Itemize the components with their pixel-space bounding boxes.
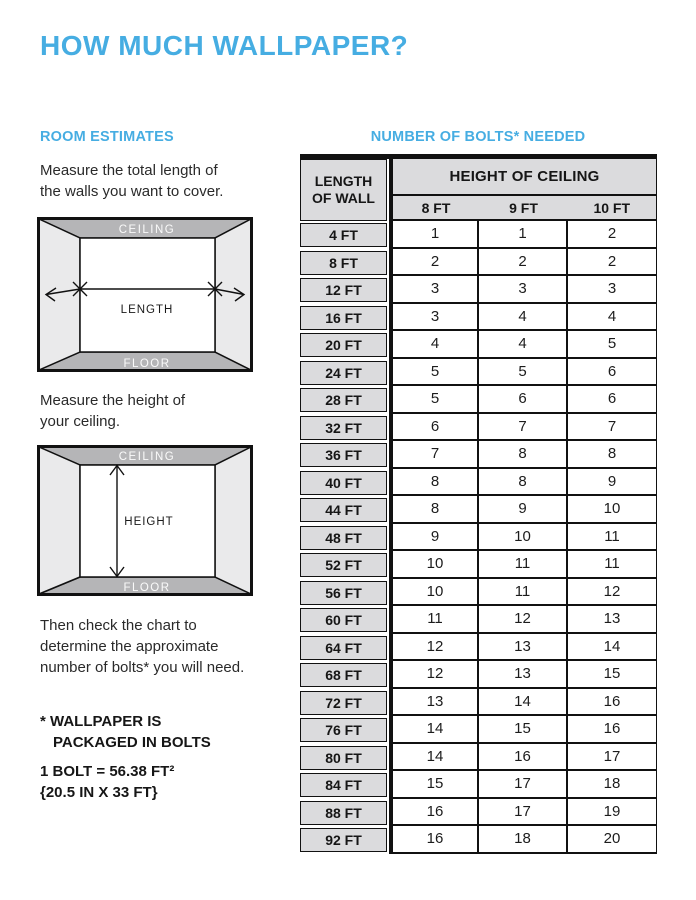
bolt-count-cell: 18 (568, 771, 657, 797)
floor-label: FLOOR (123, 358, 171, 370)
step1-instructions (40, 160, 223, 202)
column-header-8ft: 8 FT (421, 199, 451, 216)
bolt-count-cell: 10 (479, 524, 568, 550)
row-label: 4 FT (300, 223, 387, 247)
row-label: 72 FT (300, 691, 387, 715)
bolt-count-cell: 18 (479, 826, 568, 852)
corner-header-length-of-wall (300, 159, 387, 221)
room-length-diagram (37, 217, 253, 372)
step2-line1: Measure the height of (40, 392, 186, 409)
table-row (393, 414, 657, 442)
row-label: 92 FT (300, 828, 387, 852)
bolt-count-cell: 16 (479, 744, 568, 770)
table-header-area (393, 159, 657, 221)
table-row (393, 771, 657, 799)
bolt-count-cell: 6 (568, 359, 657, 385)
bolt-count-cell: 5 (393, 359, 479, 385)
table-row (393, 689, 657, 717)
table-row (393, 386, 657, 414)
column-group-header: HEIGHT OF CEILING (393, 159, 657, 196)
bolt-count-cell: 16 (393, 799, 479, 825)
step3-line2: determine the approximate (40, 638, 219, 655)
wall-length-label-column (300, 223, 387, 856)
step1-line2: the walls you want to cover. (40, 183, 224, 200)
row-label: 68 FT (300, 663, 387, 687)
bolt-count-cell: 9 (393, 524, 479, 550)
step3-line3: number of bolts* you will need. (40, 659, 245, 676)
bolt-count-cell: 8 (479, 441, 568, 467)
bolt-spec (40, 761, 174, 803)
table-row (393, 551, 657, 579)
row-label: 28 FT (300, 388, 387, 412)
bolt-count-cell: 8 (393, 469, 479, 495)
left-wall-surface (39, 447, 80, 594)
bolt-count-cell: 12 (568, 579, 657, 605)
row-label: 48 FT (300, 526, 387, 550)
bolt-count-cell: 3 (479, 276, 568, 302)
bolt-count-cell: 8 (479, 469, 568, 495)
ceiling-label: CEILING (118, 451, 176, 463)
step1-line1: Measure the total length of (40, 162, 218, 179)
row-label: 32 FT (300, 416, 387, 440)
bolt-count-cell: 12 (393, 634, 479, 660)
step2-instructions (40, 390, 185, 432)
table-row (393, 276, 657, 304)
step2-line2: your ceiling. (40, 413, 121, 430)
bolt-count-cell: 15 (393, 771, 479, 797)
row-label: 52 FT (300, 553, 387, 577)
bolt-count-cell: 14 (479, 689, 568, 715)
table-row (393, 826, 657, 854)
bolt-spec-line2: {20.5 IN X 33 FT} (40, 784, 158, 801)
bolts-footnote (40, 711, 211, 753)
bolt-count-cell: 19 (568, 799, 657, 825)
bolt-table-body (393, 221, 657, 854)
height-label: HEIGHT (124, 516, 174, 528)
table-row (393, 496, 657, 524)
bolt-count-cell: 3 (393, 304, 479, 330)
table-row (393, 359, 657, 387)
bolt-count-cell: 14 (568, 634, 657, 660)
row-label: 12 FT (300, 278, 387, 302)
bolt-count-cell: 13 (479, 661, 568, 687)
bolt-count-cell: 15 (568, 661, 657, 687)
corner-header-line1: LENGTH (314, 173, 373, 189)
floor-label: FLOOR (123, 582, 171, 594)
bolt-count-cell: 2 (568, 249, 657, 275)
corner-header-line2: OF WALL (312, 190, 375, 206)
footnote-line2: PACKAGED IN BOLTS (53, 734, 211, 751)
bolt-count-cell: 1 (479, 221, 568, 247)
table-row (393, 469, 657, 497)
step3-line1: Then check the chart to (40, 617, 197, 634)
bolt-count-cell: 10 (568, 496, 657, 522)
bolt-count-cell: 8 (393, 496, 479, 522)
table-row (393, 606, 657, 634)
bolt-count-cell: 10 (393, 551, 479, 577)
column-header-10ft: 10 FT (593, 199, 631, 216)
bolt-count-cell: 11 (568, 551, 657, 577)
bolt-count-cell: 3 (393, 276, 479, 302)
row-label: 20 FT (300, 333, 387, 357)
bolt-count-cell: 11 (479, 551, 568, 577)
table-row (393, 441, 657, 469)
row-label: 40 FT (300, 471, 387, 495)
bolt-count-cell: 16 (393, 826, 479, 852)
bolt-count-cell: 2 (393, 249, 479, 275)
bolt-count-cell: 10 (393, 579, 479, 605)
table-row (393, 331, 657, 359)
bolt-count-cell: 4 (479, 331, 568, 357)
table-row (393, 799, 657, 827)
length-label: LENGTH (120, 304, 174, 316)
footnote-line1: * WALLPAPER IS (40, 713, 162, 730)
bolt-count-cell: 11 (568, 524, 657, 550)
row-label: 84 FT (300, 773, 387, 797)
row-label: 8 FT (300, 251, 387, 275)
table-row (393, 249, 657, 277)
bolt-spec-line1: 1 BOLT = 56.38 FT² (40, 763, 175, 780)
step3-instructions (40, 615, 244, 678)
bolt-count-cell: 4 (479, 304, 568, 330)
table-row (393, 661, 657, 689)
bolt-count-cell: 13 (568, 606, 657, 632)
row-label: 60 FT (300, 608, 387, 632)
bolt-count-cell: 5 (568, 331, 657, 357)
row-label: 56 FT (300, 581, 387, 605)
bolt-count-cell: 8 (568, 441, 657, 467)
bolt-count-cell: 7 (393, 441, 479, 467)
row-label: 36 FT (300, 443, 387, 467)
table-row (393, 744, 657, 772)
table-row (393, 524, 657, 552)
bolt-count-cell: 2 (479, 249, 568, 275)
bolt-count-cell: 16 (568, 689, 657, 715)
bolts-lookup-table (300, 154, 657, 855)
bolt-count-cell: 11 (393, 606, 479, 632)
row-label: 24 FT (300, 361, 387, 385)
column-header-9ft: 9 FT (509, 199, 538, 216)
table-row (393, 634, 657, 662)
bolt-count-cell: 7 (479, 414, 568, 440)
page-title: HOW MUCH WALLPAPER? (40, 30, 409, 61)
bolt-count-cell: 12 (393, 661, 479, 687)
bolts-needed-heading: NUMBER OF BOLTS* NEEDED (370, 129, 586, 145)
bolt-count-cell: 14 (393, 744, 479, 770)
row-label: 44 FT (300, 498, 387, 522)
bolt-count-cell: 6 (479, 386, 568, 412)
bolt-count-cell: 5 (479, 359, 568, 385)
back-wall-surface (80, 238, 215, 352)
bolt-count-cell: 4 (568, 304, 657, 330)
bolt-count-cell: 6 (568, 386, 657, 412)
bolt-count-cell: 13 (393, 689, 479, 715)
bolt-count-cell: 16 (568, 716, 657, 742)
bolt-count-cell: 4 (393, 331, 479, 357)
bolt-count-cell: 17 (568, 744, 657, 770)
bolt-count-cell: 6 (393, 414, 479, 440)
row-label: 16 FT (300, 306, 387, 330)
right-wall-surface (215, 447, 251, 594)
bolt-count-cell: 5 (393, 386, 479, 412)
table-row (393, 579, 657, 607)
row-label: 64 FT (300, 636, 387, 660)
bolt-count-cell: 12 (479, 606, 568, 632)
room-height-diagram (37, 445, 253, 596)
bolt-count-cell: 1 (393, 221, 479, 247)
bolt-count-cell: 17 (479, 799, 568, 825)
bolt-count-cell: 17 (479, 771, 568, 797)
column-headers-row (393, 196, 657, 221)
bolt-count-cell: 3 (568, 276, 657, 302)
room-estimates-heading: ROOM ESTIMATES (40, 129, 174, 145)
bolt-count-cell: 11 (479, 579, 568, 605)
table-row (393, 221, 657, 249)
bolt-count-cell: 9 (568, 469, 657, 495)
row-label: 80 FT (300, 746, 387, 770)
row-label: 76 FT (300, 718, 387, 742)
bolt-count-cell: 2 (568, 221, 657, 247)
bolt-count-cell: 9 (479, 496, 568, 522)
bolt-count-cell: 20 (568, 826, 657, 852)
bolt-count-cell: 14 (393, 716, 479, 742)
table-row (393, 304, 657, 332)
bolt-count-cell: 13 (479, 634, 568, 660)
bolt-count-cell: 7 (568, 414, 657, 440)
table-row (393, 716, 657, 744)
bolt-count-cell: 15 (479, 716, 568, 742)
ceiling-label: CEILING (118, 224, 176, 236)
row-label: 88 FT (300, 801, 387, 825)
